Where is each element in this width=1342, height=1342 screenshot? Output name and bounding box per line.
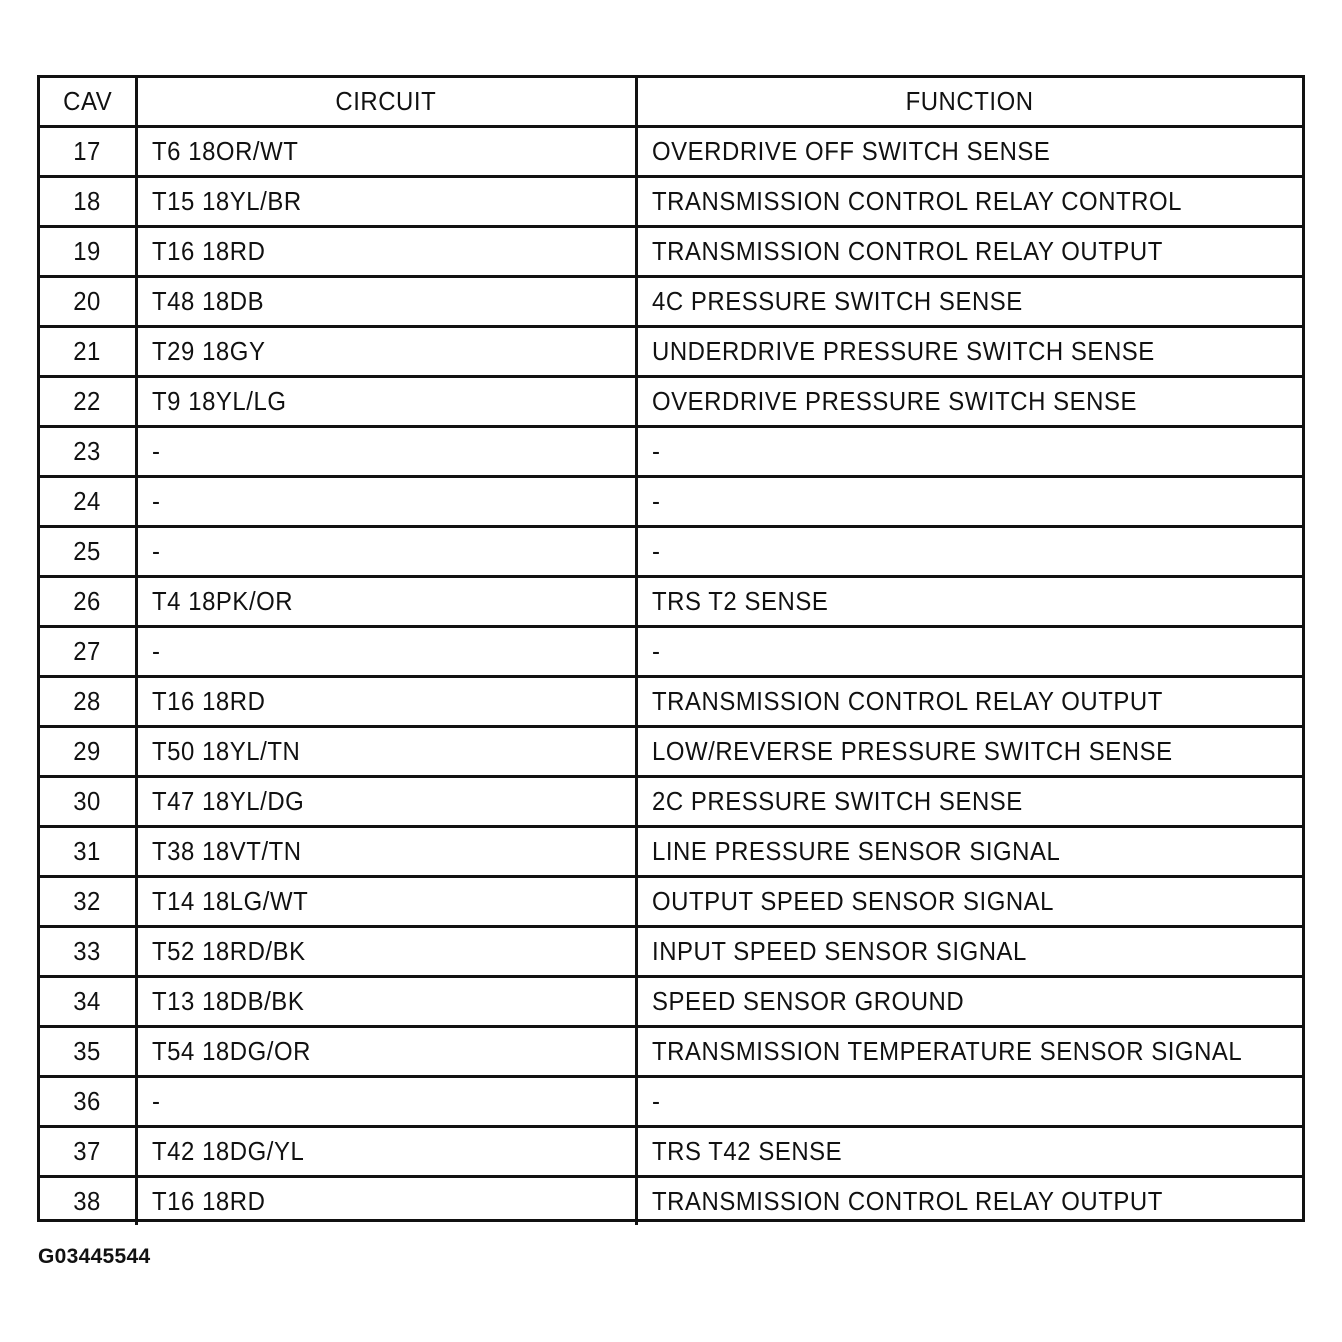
cell-function (636, 927, 1302, 977)
cell-function-text: - (651, 636, 661, 666)
cell-cav (40, 627, 136, 677)
cell-cav (40, 777, 136, 827)
cell-circuit (136, 327, 636, 377)
cell-cav-text: 28 (73, 686, 102, 716)
table-row (40, 677, 1302, 727)
cell-function-text: OUTPUT SPEED SENSOR SIGNAL (651, 886, 1054, 916)
cell-function (636, 277, 1302, 327)
cell-function-text: - (651, 436, 661, 466)
cell-cav-text: 29 (73, 736, 102, 766)
cell-function-text: 2C PRESSURE SWITCH SENSE (651, 786, 1023, 816)
cell-function (636, 227, 1302, 277)
table-body (40, 127, 1302, 1226)
table-row (40, 227, 1302, 277)
cell-cav (40, 1127, 136, 1177)
cell-function (636, 477, 1302, 527)
table-row (40, 277, 1302, 327)
cell-circuit (136, 427, 636, 477)
cell-cav (40, 127, 136, 177)
table-row (40, 427, 1302, 477)
cell-function (636, 127, 1302, 177)
cell-function (636, 1077, 1302, 1127)
cell-circuit-text: T38 18VT/TN (151, 836, 302, 866)
cell-circuit (136, 477, 636, 527)
cell-circuit (136, 927, 636, 977)
table-header (40, 78, 1302, 127)
cell-circuit (136, 677, 636, 727)
cell-function-text: LINE PRESSURE SENSOR SIGNAL (651, 836, 1060, 866)
table-row (40, 327, 1302, 377)
cell-function-text: SPEED SENSOR GROUND (651, 986, 964, 1016)
cell-circuit-text: - (151, 636, 161, 666)
cell-function-text: UNDERDRIVE PRESSURE SWITCH SENSE (651, 336, 1155, 366)
cell-cav-text: 25 (73, 536, 102, 566)
cell-circuit-text: T16 18RD (151, 686, 265, 716)
cell-function-text: TRANSMISSION TEMPERATURE SENSOR SIGNAL (651, 1036, 1242, 1066)
cell-circuit-text: T52 18RD/BK (151, 936, 306, 966)
cell-function-text: TRANSMISSION CONTROL RELAY OUTPUT (651, 236, 1163, 266)
cell-cav (40, 827, 136, 877)
cell-cav (40, 727, 136, 777)
table-row (40, 577, 1302, 627)
cell-circuit (136, 877, 636, 927)
cell-circuit-text: T15 18YL/BR (151, 186, 302, 216)
cell-circuit-text: T29 18GY (151, 336, 265, 366)
cell-circuit-text: - (151, 436, 161, 466)
header-cav (40, 78, 136, 127)
figure-id: G03445544 (38, 1245, 151, 1268)
cell-function-text: - (651, 536, 661, 566)
cell-function (636, 677, 1302, 727)
cell-cav (40, 1027, 136, 1077)
cell-circuit (136, 277, 636, 327)
cell-circuit (136, 127, 636, 177)
header-circuit (136, 78, 636, 127)
cell-cav-text: 20 (73, 286, 102, 316)
cell-cav-text: 23 (73, 436, 102, 466)
cell-circuit (136, 527, 636, 577)
cell-cav-text: 19 (73, 236, 102, 266)
cell-circuit (136, 1027, 636, 1077)
cell-function (636, 877, 1302, 927)
cell-circuit (136, 1077, 636, 1127)
table-row (40, 977, 1302, 1027)
cell-cav-text: 32 (73, 886, 102, 916)
cell-function (636, 377, 1302, 427)
table-row (40, 827, 1302, 877)
cell-cav (40, 477, 136, 527)
cell-cav-text: 30 (73, 786, 102, 816)
cell-function (636, 527, 1302, 577)
table-row (40, 777, 1302, 827)
cell-circuit (136, 377, 636, 427)
cell-cav-text: 33 (73, 936, 102, 966)
table-row (40, 527, 1302, 577)
cell-cav (40, 1177, 136, 1226)
cell-function-text: TRANSMISSION CONTROL RELAY OUTPUT (651, 1186, 1163, 1216)
table-row (40, 927, 1302, 977)
cell-function-text: OVERDRIVE OFF SWITCH SENSE (651, 136, 1050, 166)
cell-circuit (136, 727, 636, 777)
header-circuit-label: CIRCUIT (335, 86, 437, 116)
cell-circuit (136, 627, 636, 677)
header-function-label: FUNCTION (905, 86, 1034, 116)
cell-function-text: TRANSMISSION CONTROL RELAY CONTROL (651, 186, 1182, 216)
table-row (40, 1077, 1302, 1127)
cell-function (636, 177, 1302, 227)
cell-function (636, 1027, 1302, 1077)
header-row (40, 78, 1302, 127)
cell-cav (40, 227, 136, 277)
cell-cav-text: 38 (73, 1186, 102, 1216)
cell-circuit-text: T16 18RD (151, 236, 265, 266)
cell-cav-text: 18 (73, 186, 102, 216)
cell-cav (40, 177, 136, 227)
table-row (40, 177, 1302, 227)
connector-pinout-table (37, 75, 1305, 1222)
cell-cav (40, 377, 136, 427)
cell-cav-text: 27 (73, 636, 102, 666)
cell-cav (40, 927, 136, 977)
cell-cav-text: 35 (73, 1036, 102, 1066)
cell-cav (40, 577, 136, 627)
table-row (40, 877, 1302, 927)
table-row (40, 477, 1302, 527)
cell-function-text: - (651, 1086, 661, 1116)
cell-circuit (136, 177, 636, 227)
cell-cav-text: 22 (73, 386, 102, 416)
cell-circuit-text: T54 18DG/OR (151, 1036, 311, 1066)
cell-circuit-text: T13 18DB/BK (151, 986, 304, 1016)
cell-function-text: INPUT SPEED SENSOR SIGNAL (651, 936, 1027, 966)
table-row (40, 1127, 1302, 1177)
header-cav-label: CAV (62, 86, 112, 116)
cell-cav (40, 527, 136, 577)
cell-circuit (136, 777, 636, 827)
header-function (636, 78, 1302, 127)
cell-cav-text: 24 (73, 486, 102, 516)
cell-function-text: 4C PRESSURE SWITCH SENSE (651, 286, 1023, 316)
cell-cav (40, 277, 136, 327)
cell-circuit-text: T6 18OR/WT (151, 136, 298, 166)
cell-function-text: TRANSMISSION CONTROL RELAY OUTPUT (651, 686, 1163, 716)
cell-cav (40, 327, 136, 377)
cell-circuit-text: T14 18LG/WT (151, 886, 308, 916)
cell-cav (40, 427, 136, 477)
cell-circuit (136, 827, 636, 877)
cell-function (636, 627, 1302, 677)
cell-function (636, 827, 1302, 877)
cell-circuit-text: T9 18YL/LG (151, 386, 287, 416)
cell-circuit (136, 1177, 636, 1226)
cell-circuit-text: - (151, 536, 161, 566)
pinout-table (40, 78, 1302, 1225)
cell-cav-text: 31 (73, 836, 102, 866)
cell-function-text: - (651, 486, 661, 516)
cell-cav-text: 37 (73, 1136, 102, 1166)
cell-circuit (136, 977, 636, 1027)
cell-circuit-text: T16 18RD (151, 1186, 265, 1216)
cell-function (636, 977, 1302, 1027)
cell-cav (40, 677, 136, 727)
cell-function (636, 1177, 1302, 1226)
cell-function-text: LOW/REVERSE PRESSURE SWITCH SENSE (651, 736, 1173, 766)
cell-circuit-text: T48 18DB (151, 286, 264, 316)
cell-cav-text: 26 (73, 586, 102, 616)
cell-function (636, 1127, 1302, 1177)
cell-function (636, 777, 1302, 827)
cell-cav (40, 1077, 136, 1127)
cell-cav-text: 34 (73, 986, 102, 1016)
table-row (40, 377, 1302, 427)
cell-function (636, 327, 1302, 377)
cell-circuit (136, 227, 636, 277)
cell-function (636, 577, 1302, 627)
table-row (40, 127, 1302, 177)
cell-function-text: TRS T2 SENSE (651, 586, 828, 616)
table-row (40, 1177, 1302, 1226)
cell-cav-text: 21 (73, 336, 102, 366)
cell-circuit (136, 1127, 636, 1177)
cell-circuit-text: T42 18DG/YL (151, 1136, 304, 1166)
cell-circuit-text: - (151, 1086, 161, 1116)
table-row (40, 1027, 1302, 1077)
cell-cav-text: 17 (73, 136, 102, 166)
cell-circuit-text: T4 18PK/OR (151, 586, 293, 616)
table-row (40, 727, 1302, 777)
cell-cav (40, 977, 136, 1027)
cell-function-text: TRS T42 SENSE (651, 1136, 842, 1166)
cell-circuit-text: T50 18YL/TN (151, 736, 300, 766)
cell-circuit (136, 577, 636, 627)
table-row (40, 627, 1302, 677)
cell-function (636, 727, 1302, 777)
cell-circuit-text: T47 18YL/DG (151, 786, 304, 816)
cell-cav (40, 877, 136, 927)
cell-function-text: OVERDRIVE PRESSURE SWITCH SENSE (651, 386, 1137, 416)
cell-circuit-text: - (151, 486, 161, 516)
cell-cav-text: 36 (73, 1086, 102, 1116)
cell-function (636, 427, 1302, 477)
